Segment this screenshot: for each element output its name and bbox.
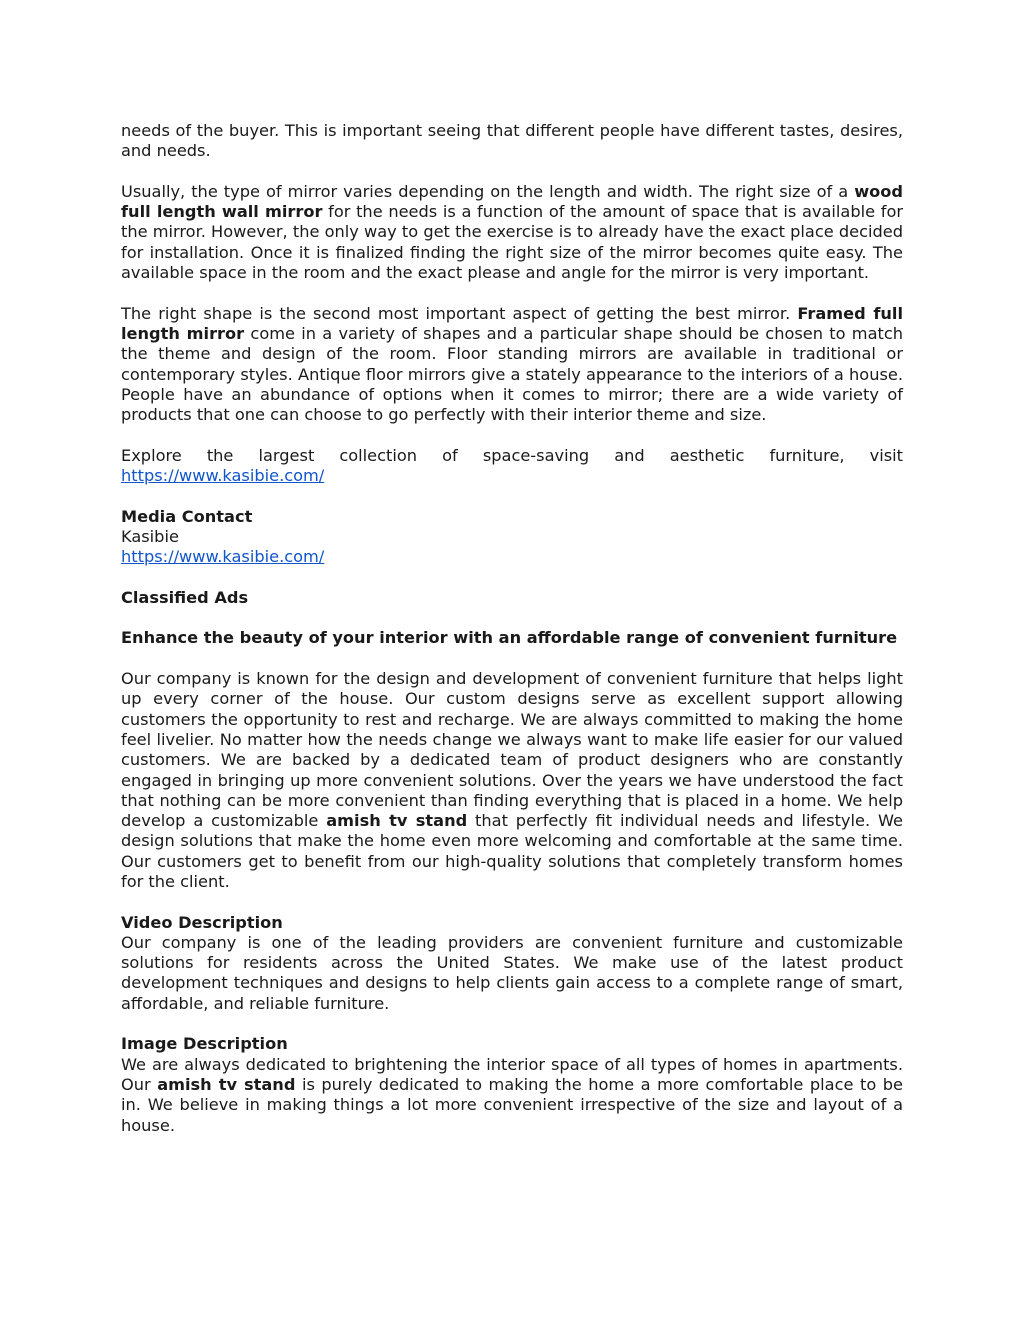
video-description-text: Our company is one of the leading providers are convenient furniture and customizable solutions for residents across the United States. We make use of the latest product development techniques and designs to help clients gain access to a complete range of smart, affordable, and reliable furniture. — [121, 932, 903, 1013]
video-description-block — [121, 913, 903, 1014]
classified-ads-heading: Classified Ads — [121, 587, 249, 607]
enhance-heading: Enhance the beauty of your interior with an affordable range of convenient furniture — [121, 628, 898, 648]
keyword-framed-full-length-mirror: Framed full length mirror — [121, 303, 903, 343]
paragraph-company — [121, 669, 903, 892]
explore-text: Explore the largest collection of space-saving and aesthetic furniture, visit — [121, 445, 903, 465]
paragraph-text: The right shape is the second most important aspect of getting the best mirror. — [121, 303, 798, 323]
document-page — [121, 121, 903, 1136]
paragraph-mirror-size — [121, 182, 903, 283]
image-description-block — [121, 1034, 903, 1135]
paragraph-text: for the needs is a function of the amount of space that is available for the mirror. However, the only way to get the exercise is to already have the exact place decided for installation. Once it is finalized finding the right size of the mirror becomes quite easy. The available space in the room and the exact please and angle for the mirror is very important. — [121, 202, 903, 283]
paragraph-text: Our company is known for the design and development of convenient furniture that helps light up every corner of the house. Our custom designs serve as excellent support allowing customers the opportunity to rest and recharge. We are always committed to making the home feel livelier. No matter how the needs change we always want to make life easier for our valued customers. We are backed by a dedicated team of product designers who are constantly engaged in bringing up more convenient solutions. Over the years we have understood the fact that nothing can be more convenient than finding everything that is placed in a home. We help develop a customizable — [121, 669, 903, 831]
keyword-amish-tv-stand: amish tv stand — [157, 1074, 296, 1094]
media-contact-block — [121, 507, 903, 568]
paragraph-text: is purely dedicated to making the home a more comfortable place to be in. We believe in making things a lot more convenient irrespective of the size and layout of a house. — [121, 1074, 903, 1135]
paragraph-text: Usually, the type of mirror varies depending on the length and width. The right size of a — [121, 181, 855, 201]
paragraph-text: come in a variety of shapes and a particular shape should be chosen to match the theme and design of the room. Floor standing mirrors are available in traditional or contemporary styles. Antique floor mirrors give a stately appearance to the interiors of a house. People have an abundance of options when it comes to mirror; there are a wide variety of products that one can choose to go perfectly with their interior theme and size. — [121, 323, 903, 425]
paragraph-buyer-needs: needs of the buyer. This is important seeing that different people have different tastes, desires, and needs. — [121, 121, 903, 161]
keyword-amish-tv-stand: amish tv stand — [326, 811, 468, 831]
paragraph-mirror-shape — [121, 304, 903, 426]
video-description-heading: Video Description — [121, 912, 283, 932]
media-contact-heading: Media Contact — [121, 506, 253, 526]
kasibie-link[interactable]: https://www.kasibie.com/ — [121, 466, 325, 486]
media-contact-name: Kasibie — [121, 526, 179, 546]
media-contact-link[interactable]: https://www.kasibie.com/ — [121, 547, 325, 567]
paragraph-explore — [121, 446, 903, 487]
keyword-wood-full-length-wall-mirror: wood full length wall mirror — [121, 181, 903, 222]
paragraph-text: We are always dedicated to brightening the interior space of all types of homes in apartments. Our — [121, 1054, 903, 1094]
paragraph-text: that perfectly fit individual needs and lifestyle. We design solutions that make the home even more welcoming and comfortable at the same time. Our customers get to benefit from our high-quality solutions that completely transform homes for the client. — [121, 811, 903, 891]
image-description-heading: Image Description — [121, 1034, 288, 1054]
